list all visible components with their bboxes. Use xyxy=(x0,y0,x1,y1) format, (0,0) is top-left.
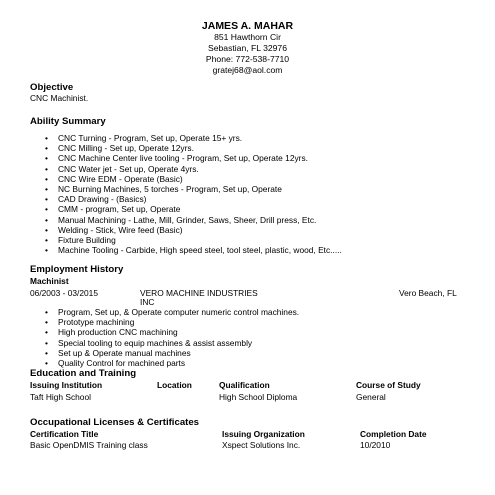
list-item: • NC Burning Machines, 5 torches - Program, Set up, Operate xyxy=(45,184,342,194)
employment-dates: 06/2003 - 03/2015 xyxy=(30,288,98,298)
list-item: • CNC Turning - Program, Set up, Operate 15+ yrs. xyxy=(45,133,342,143)
education-col-course: Course of Study xyxy=(356,380,421,390)
list-item: • Set up & Operate manual machines xyxy=(45,348,299,358)
applicant-name: JAMES A. MAHAR xyxy=(201,20,294,32)
employment-history-heading: Employment History xyxy=(30,264,124,275)
list-item: • Special tooling to equip machines & assist assembly xyxy=(45,338,299,348)
company-name: VERO MACHINE INDUSTRIES xyxy=(140,288,258,298)
list-item: • Program, Set up, & Operate computer numeric control machines. xyxy=(45,307,299,317)
email-address: gratej68@aol.com xyxy=(212,65,283,75)
phone-number: Phone: 772-538-7710 xyxy=(205,54,290,64)
ability-summary-heading: Ability Summary xyxy=(30,116,106,127)
education-heading: Education and Training xyxy=(30,368,137,379)
education-col-qualification: Qualification xyxy=(219,380,270,390)
employment-duties-list xyxy=(45,307,299,368)
license-date: 10/2010 xyxy=(360,440,391,450)
street-address: 851 Hawthorn Cir xyxy=(214,32,281,42)
list-item: • CMM - program, Set up, Operate xyxy=(45,204,342,214)
list-item: • Fixture Building xyxy=(45,235,342,245)
education-institution: Taft High School xyxy=(30,392,91,402)
list-item: • Machine Tooling - Carbide, High speed steel, tool steel, plastic, wood, Etc..... xyxy=(45,245,342,255)
list-item: • CNC Machine Center live tooling - Program, Set up, Operate 12yrs. xyxy=(45,153,342,163)
list-item: • High production CNC machining xyxy=(45,327,299,337)
license-title: Basic OpenDMIS Training class xyxy=(30,440,148,450)
list-item: • CNC Milling - Set up, Operate 12yrs. xyxy=(45,143,342,153)
contact-header xyxy=(0,20,495,76)
employment-location: Vero Beach, FL xyxy=(399,288,457,298)
list-item: • CAD Drawing - (Basics) xyxy=(45,194,342,204)
city-state-zip: Sebastian, FL 32976 xyxy=(208,43,287,53)
objective-heading: Objective xyxy=(30,82,74,93)
list-item: • Prototype machining xyxy=(45,317,299,327)
license-col-organization: Issuing Organization xyxy=(222,429,305,439)
job-title: Machinist xyxy=(30,276,69,286)
company-name-suffix: INC xyxy=(140,297,155,307)
list-item: • CNC Water jet - Set up, Operate 4yrs. xyxy=(45,164,342,174)
education-course: General xyxy=(356,392,386,402)
education-qualification: High School Diploma xyxy=(219,392,298,402)
license-col-title: Certification Title xyxy=(30,429,99,439)
list-item: • Manual Machining - Lathe, Mill, Grinder, Saws, Sheer, Drill press, Etc. xyxy=(45,215,342,225)
objective-text: CNC Machinist. xyxy=(30,93,89,103)
license-col-date: Completion Date xyxy=(360,429,427,439)
list-item: • Quality Control for machined parts xyxy=(45,358,299,368)
education-col-location: Location xyxy=(157,380,192,390)
list-item: • CNC Wire EDM - Operate (Basic) xyxy=(45,174,342,184)
education-col-institution: Issuing Institution xyxy=(30,380,103,390)
ability-list xyxy=(45,133,342,255)
list-item: • Welding - Stick, Wire feed (Basic) xyxy=(45,225,342,235)
licenses-heading: Occupational Licenses & Certificates xyxy=(30,417,200,428)
license-organization: Xspect Solutions Inc. xyxy=(222,440,301,450)
